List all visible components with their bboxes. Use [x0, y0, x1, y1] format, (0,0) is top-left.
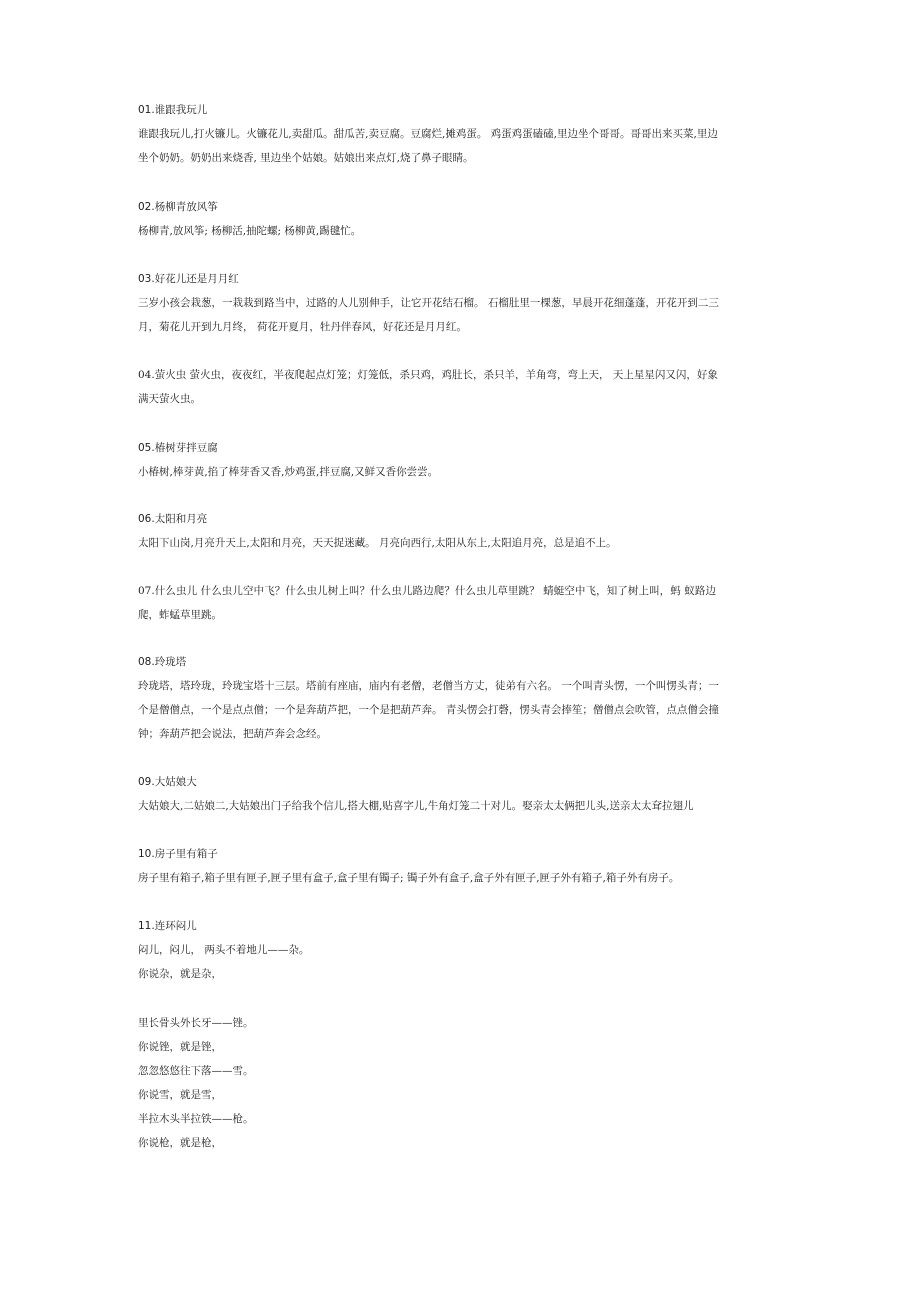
- section-line: 坐个奶奶。奶奶出来烧香, 里边坐个姑娘。姑娘出来点灯,烧了鼻子眼睛。: [138, 152, 474, 164]
- section-title: 02.杨柳青放风筝: [138, 201, 218, 213]
- section-line: 你说杂，就是杂，: [138, 968, 222, 980]
- section-11: [138, 914, 716, 986]
- section-title: 06.太阳和月亮: [138, 513, 208, 525]
- section-08: [138, 650, 719, 746]
- section-02: [138, 195, 716, 243]
- section-line: 你说锉，就是锉，: [138, 1041, 222, 1053]
- section-05: [138, 436, 716, 484]
- section-line: 房子里有箱子,箱子里有匣子,匣子里有盒子,盒子里有镯子; 镯子外有盒子,盒子外有匣子,匣子外有箱子,箱子外有房子。: [138, 872, 680, 884]
- section-title: 10.房子里有箱子: [138, 848, 218, 860]
- section-07: [138, 579, 716, 627]
- section-06: [138, 507, 716, 555]
- section-line: 钟；奔葫芦把会说法，把葫芦奔会念经。: [138, 728, 327, 740]
- section-line: 个是僧僧点，一个是点点僧；一个是奔葫芦把，一个是把葫芦奔。 青头愣会打磬，愣头青会捧笙；僧僧点会吹管，点点僧会撞: [138, 704, 719, 716]
- section-04: [138, 363, 716, 411]
- section-01: [138, 98, 716, 170]
- section-line: 你说雪，就是雪，: [138, 1089, 222, 1101]
- section-line: 忽忽悠悠往下落——雪。: [138, 1065, 254, 1077]
- section-title: 01.谁跟我玩儿: [138, 104, 208, 116]
- section-line: 谁跟我玩儿,打火镰儿。火镰花儿,卖甜瓜。甜瓜苦,卖豆腐。豆腐烂,摊鸡蛋。 鸡蛋鸡蛋磕磕,里边坐个哥哥。哥哥出来买菜,里边: [138, 128, 718, 140]
- section-title: 03.好花儿还是月月红: [138, 273, 239, 285]
- section-11-continued: [138, 1011, 716, 1155]
- section-line: 小椿树,棒芽黄,掐了棒芽香又香,炒鸡蛋,拌豆腐,又鲜又香你尝尝。: [138, 466, 439, 478]
- section-line: 你说枪，就是枪，: [138, 1137, 222, 1149]
- section-line: 满天萤火虫。: [138, 393, 201, 405]
- section-title: 09.大姑娘大: [138, 776, 197, 788]
- section-line: 里长骨头外长牙——锉。: [138, 1017, 254, 1029]
- section-line: 玲珑塔，塔玲珑，玲珑宝塔十三层。塔前有座庙，庙内有老僧，老僧当方丈，徒弟有六名。 一个叫青头愣，一个叫愣头青；一: [138, 680, 719, 692]
- section-line: 07.什么虫儿 什么虫儿空中飞？什么虫儿树上叫？什么虫儿路边爬？什么虫儿草里跳？ 蜻蜓空中飞，知了树上叫，蚂 蚁路边: [138, 585, 716, 597]
- section-title: 08.玲珑塔: [138, 656, 187, 668]
- section-title: 05.椿树芽拌豆腐: [138, 442, 218, 454]
- section-line: 04.萤火虫 萤火虫，夜夜红，半夜爬起点灯笼；灯笼低，杀只鸡，鸡肚长，杀只羊，羊角弯，弯上天， 天上星星闪又闪，好象: [138, 369, 718, 381]
- section-line: 半拉木头半拉铁——枪。: [138, 1113, 254, 1125]
- section-line: 爬，蚱蜢草里跳。: [138, 609, 222, 621]
- section-line: 三岁小孩会栽葱，一栽栽到路当中，过路的人儿别伸手，让它开花结石榴。 石榴肚里一棵葱，早晨开花细蓬蓬，开花开到二三: [138, 297, 719, 309]
- section-line: 太阳下山岗,月亮升天上,太阳和月亮，天天捉迷藏。 月亮向西行,太阳从东上,太阳追月亮，总是追不上。: [138, 537, 617, 549]
- section-line: 大姑娘大,二姑娘二,大姑娘出门子给我个信儿,搭大棚,贴喜字儿,牛角灯笼二十对儿。娶亲太太俩把儿头,送亲太太耷拉翅儿: [138, 800, 694, 812]
- section-line: 月，菊花儿开到九月终， 荷花开夏月，牡丹伴春风，好花还是月月红。: [138, 321, 467, 333]
- section-title: 11.连环闷儿: [138, 920, 197, 932]
- section-line: 杨柳青,放风筝; 杨柳活,抽陀螺; 杨柳黄,踢毽忙。: [138, 225, 362, 237]
- section-09: [138, 770, 716, 818]
- section-10: [138, 842, 716, 890]
- section-03: [138, 267, 719, 339]
- section-line: 闷儿，闷儿， 两头不着地儿——杂。: [138, 944, 310, 956]
